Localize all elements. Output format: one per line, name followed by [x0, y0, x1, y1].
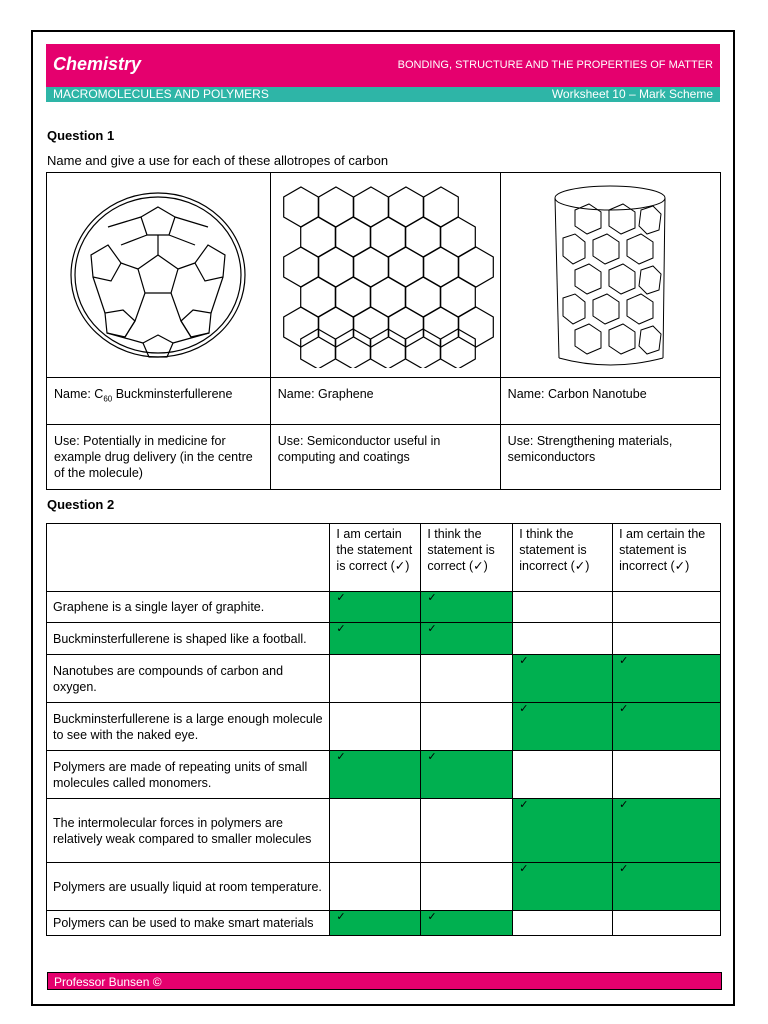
tick-icon: ✓	[336, 623, 346, 635]
subheader-bar	[46, 87, 720, 102]
tick-icon: ✓	[336, 911, 346, 923]
carbon-nanotube-diagram-icon	[545, 180, 675, 370]
statement-text: Graphene is a single layer of graphite.	[47, 592, 330, 623]
tick-icon: ✓	[619, 703, 629, 715]
statement-text: Polymers are usually liquid at room temperature.	[47, 863, 330, 911]
allotrope-use: Use: Semiconductor useful in computing and coatings	[270, 425, 500, 490]
allotrope-name: Name: Carbon Nanotube	[500, 378, 720, 425]
statement-text: The intermolecular forces in polymers are relatively weak compared to smaller molecules	[47, 799, 330, 863]
statement-header-blank	[47, 524, 330, 592]
allotrope-use: Use: Strengthening materials, semiconductors	[500, 425, 720, 490]
answer-cell	[330, 623, 421, 655]
answer-cell	[613, 799, 721, 863]
answer-cell	[421, 751, 513, 799]
column-header: I am certain the statement is correct (✓)	[330, 524, 421, 592]
worksheet-label: Worksheet 10 – Mark Scheme	[551, 87, 713, 101]
allotrope-name: Name: $C_{60}$ Buckminsterfullerene	[47, 378, 271, 425]
allotrope-images-row	[47, 173, 721, 378]
answer-cell	[513, 799, 613, 863]
column-header: I think the statement is incorrect (✓)	[513, 524, 613, 592]
section-title: MACROMOLECULES AND POLYMERS	[53, 87, 269, 101]
allotrope-uses-row	[47, 425, 721, 490]
tick-icon: ✓	[427, 592, 437, 604]
table-row	[47, 623, 721, 655]
allotrope-use: Use: Potentially in medicine for example drug delivery (in the centre of the molecule)	[47, 425, 271, 490]
tick-icon: ✓	[336, 592, 346, 604]
tick-icon: ✓	[427, 911, 437, 923]
answer-cell	[613, 911, 721, 936]
answer-cell	[613, 863, 721, 911]
question1-heading: Question 1	[47, 128, 115, 143]
tick-icon: ✓	[619, 655, 629, 667]
answer-cell	[421, 863, 513, 911]
answer-cell	[421, 911, 513, 936]
tick-icon: ✓	[427, 751, 437, 763]
answer-cell	[613, 655, 721, 703]
column-header: I think the statement is correct (✓)	[421, 524, 513, 592]
tick-icon: ✓	[519, 863, 529, 875]
table-row	[47, 703, 721, 751]
allotrope-name: Name: Graphene	[270, 378, 500, 425]
question2-heading: Question 2	[47, 497, 115, 512]
table-row	[47, 799, 721, 863]
statements-header-row	[47, 524, 721, 592]
statement-text: Polymers can be used to make smart materials	[47, 911, 330, 936]
answer-cell	[330, 655, 421, 703]
tick-icon: ✓	[336, 751, 346, 763]
table-row	[47, 655, 721, 703]
answer-cell	[513, 703, 613, 751]
answer-cell	[330, 863, 421, 911]
graphene-diagram-icon	[275, 183, 495, 368]
tick-icon: ✓	[519, 703, 529, 715]
statement-text: Buckminsterfullerene is shaped like a football.	[47, 623, 330, 655]
graphene-cell	[270, 173, 500, 378]
statement-text: Buckminsterfullerene is a large enough molecule to see with the naked eye.	[47, 703, 330, 751]
answer-cell	[513, 863, 613, 911]
tick-icon: ✓	[619, 863, 629, 875]
table-row	[47, 911, 721, 936]
answer-cell	[421, 799, 513, 863]
tick-icon: ✓	[519, 799, 529, 811]
answer-cell	[513, 911, 613, 936]
buckminsterfullerene-cell	[47, 173, 271, 378]
tick-icon: ✓	[519, 655, 529, 667]
topic-title: BONDING, STRUCTURE AND THE PROPERTIES OF MATTER	[397, 59, 713, 71]
answer-cell	[330, 799, 421, 863]
answer-cell	[330, 751, 421, 799]
answer-cell	[613, 703, 721, 751]
answer-cell	[513, 623, 613, 655]
answer-cell	[613, 751, 721, 799]
statement-text: Polymers are made of repeating units of small molecules called monomers.	[47, 751, 330, 799]
answer-cell	[421, 655, 513, 703]
header-bar	[46, 44, 720, 87]
table-row	[47, 863, 721, 911]
answer-cell	[513, 751, 613, 799]
question1-prompt: Name and give a use for each of these allotropes of carbon	[47, 153, 389, 168]
answer-cell	[613, 623, 721, 655]
tick-icon: ✓	[427, 623, 437, 635]
answer-cell	[330, 703, 421, 751]
column-header: I am certain the statement is incorrect (✓)	[613, 524, 721, 592]
buckminsterfullerene-diagram-icon	[63, 185, 253, 365]
answer-cell	[421, 592, 513, 623]
subject-title: Chemistry	[53, 54, 142, 74]
answer-cell	[421, 703, 513, 751]
tick-icon: ✓	[619, 799, 629, 811]
statement-text: Nanotubes are compounds of carbon and oxygen.	[47, 655, 330, 703]
answer-cell	[513, 592, 613, 623]
answer-cell	[330, 592, 421, 623]
carbon-nanotube-cell	[500, 173, 720, 378]
allotropes-table	[46, 172, 721, 490]
answer-cell	[421, 623, 513, 655]
footer-bar: Professor Bunsen ©	[47, 972, 722, 990]
answer-cell	[513, 655, 613, 703]
allotrope-names-row	[47, 378, 721, 425]
answer-cell	[613, 592, 721, 623]
answer-cell	[330, 911, 421, 936]
table-row	[47, 592, 721, 623]
table-row	[47, 751, 721, 799]
statements-table	[46, 523, 721, 936]
